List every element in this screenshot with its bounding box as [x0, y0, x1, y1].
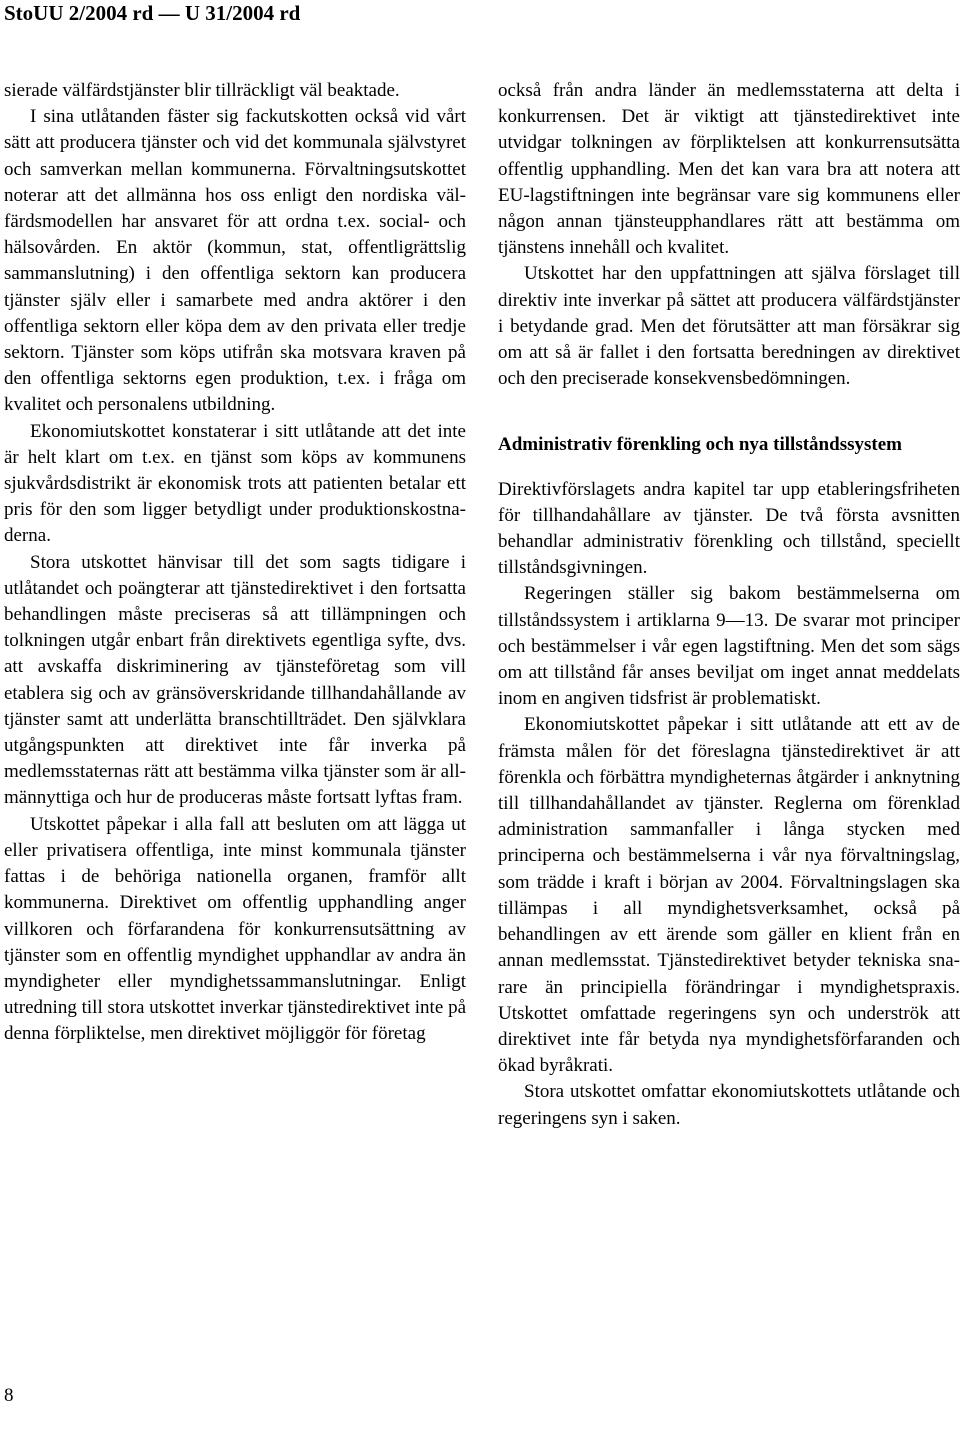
paragraph: Utskottet har den uppfattningen att själva förslaget till direktiv inte inverkar på sättet att producera välfärdstjänster i betydande grad. Men det förutsätter att man försäkrar sig om att så är fallet i den fortsatta beredningen av direktivet och den preciserade konsekvensbedömningen. — [498, 263, 960, 390]
paragraph: också från andra länder än medlemsstaterna att delta i konkurrensen. Det är viktigt att tjänstedirektivet inte utvidgar tolkningen av förpliktelsen att konkurrensutsätta offentlig upphandling. Men det kan vara bra att notera att EU-lagstiftningen inte begränsar vare sig kommunens eller någon annan tjänsteupphandlares rätt att bestämma om tjänstens innehåll och kvalitet. — [498, 80, 960, 259]
paragraph: Direktivförslagets andra kapitel tar upp etableringsfriheten för tillhandahållare av tjänster. De två första avsnitten behandlar administrativ förenkling och tillstånd, speciellt tillståndsgivningen. — [498, 478, 960, 579]
paragraph: I sina utlåtanden fäster sig fackutskotten också vid vårt sätt att producera tjänster och vid det kommunala självstyret och samverkan mellan kommunerna. Förvaltningsutskottet noterar att det allmänna hos oss enligt den nordiska välfärdsmodellen har ansvaret för att ordna t.ex. social- och hälsovården. En aktör (kommun, stat, offentligrättslig sammanslutning) i den offentliga sektorn kan producera tjänster själv eller i samarbete med andra aktörer i den offentliga sektorn eller köpa dem av den privata eller tredje sektorn. Tjänster som köps utifrån ska motsvara kraven på den offentliga sektorns egen produktion, t.ex. i fråga om kvalitet och personalens utbildning. — [4, 106, 466, 416]
spacer — [498, 392, 960, 432]
section-heading: Administrativ förenkling och nya tillståndssystem — [498, 434, 902, 456]
paragraph: Utskottet påpekar i alla fall att besluten om att lägga ut eller privatisera offentliga, inte minst kommunala tjänster fattas i de behöriga nationella organen, framför allt kommunerna. Direktivet om offentlig upphandling anger villkoren och förfarandena för konkurrensutsättning av tjänster som en offentlig myndighet upphandlar av andra än myndigheter eller myndighetssammanslutningar. Enligt utredning till stora utskottet inverkar tjänstedirektivet inte på denna förpliktelse, men direktivet möjliggör för företag — [4, 813, 466, 1045]
left-column — [4, 78, 466, 1048]
spacer — [498, 459, 960, 477]
page-number: 8 — [4, 1385, 14, 1406]
paragraph: Ekonomiutskottet påpekar i sitt utlåtande att ett av de främsta målen för det föreslagna tjänstedirektivet är att förenkla och förbättra myndigheternas åtgärder i anknytning till tillhandahållandet av tjänster. Reglerna om förenklad administration sammanfaller i långa stycken med principerna och bestämmelserna i vår nya förvaltningslag, som trädde i kraft i början av 2004. Förvaltningslagen ska tillämpas i all myndighetsverksamhet, också på behandlingen av ett ärende som gäller en klient från en annan medlemsstat. Tjänstedirektivet betyder tekniska snarare än principiella förändringar i myndighetspraxis. Utskottet omfattade regeringens syn och underströk att direktivet inte får betyda nya myndighetsförfaranden och ökad byråkrati. — [498, 714, 960, 1077]
paragraph: sierade välfärdstjänster blir tillräckligt väl beaktade. — [4, 80, 400, 101]
paragraph: Stora utskottet hänvisar till det som sagts tidigare i utlåtandet och poängterar att tjänstedirektivet i den fortsatta behandlingen måste preciseras så att tillämpningen och tolkningen utgår enbart från direktivets egentliga syfte, dvs. att avskaffa diskriminering av tjänsteföretag som vill etablera sig och av gränsöverskridande tillhandahållande av tjänster samt att underlätta branschtillträdet. Den självklara utgångspunkten att direktivet inte får inverka på medlemsstaternas rätt att bestämma vilka tjänster som är allmännyttiga och hur de produceras måste fortsatt lyftas fram. — [4, 551, 466, 809]
paragraph: Stora utskottet omfattar ekonomiutskottets utlåtande och regeringens syn i saken. — [498, 1081, 960, 1129]
right-column — [498, 78, 960, 1132]
running-head: StoUU 2/2004 rd — U 31/2004 rd — [4, 1, 301, 25]
paragraph: Regeringen ställer sig bakom bestämmelserna om tillståndssystem i artiklarna 9—13. De svarar mot principer och bestämmelser i vår egen lagstiftning. Men det som sägs om att tillstånd får anses beviljat om inget annat meddelats inom en angiven tidsfrist är problematiskt. — [498, 583, 960, 710]
paragraph: Ekonomiutskottet konstaterar i sitt utlåtande att det inte är helt klart om t.ex. en tjänst som köps av kommunens sjukvårdsdistrikt är ekonomisk trots att patienten betalar ett pris för den som ligger betydligt under produktionskostnaderna. — [4, 420, 466, 547]
